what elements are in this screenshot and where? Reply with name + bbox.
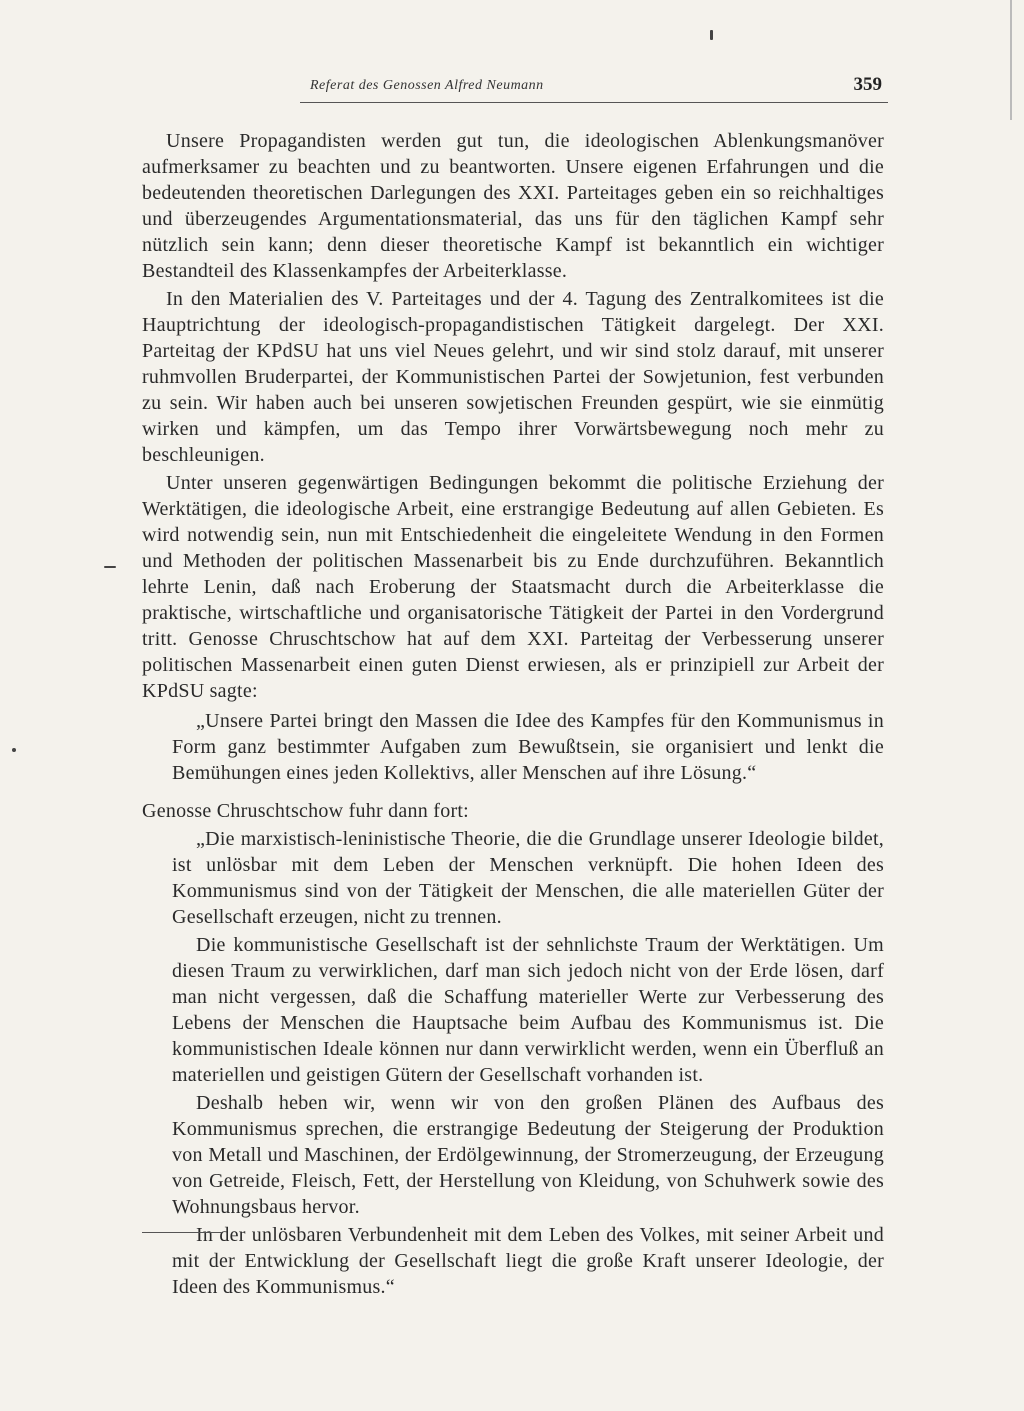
quote-paragraph: Die kommunistische Gesellschaft ist der sehnlichste Traum der Werktätigen. Um diesen Traum zu verwirklichen, darf man sich jedoch nicht von der Erde lösen, darf man nicht vergessen, daß die Schaffung materieller Werte zur Verbesserung des Lebens der Menschen die Hauptsache beim Aufbau des Kommunismus ist. Die kommunistischen Ideale können nur dann verwirklicht werden, wenn ein Überfluß an materiellen und geistigen Gütern der Gesellschaft vorhanden ist. bbox=[172, 934, 884, 1086]
block-quote bbox=[172, 826, 884, 1300]
quote-paragraph: In der unlösbaren Verbundenheit mit dem Leben des Volkes, mit seiner Arbeit und mit der Entwicklung der Gesellschaft liegt die große Kraft unserer Ideologie, der Ideen des Kommunismus.“ bbox=[172, 1224, 884, 1298]
quote-paragraph: „Unsere Partei bringt den Massen die Idee des Kampfes für den Kommunismus in Form ganz bestimmter Aufgaben zum Bewußtsein, sie organisiert und lenkt die Bemühungen eines jeden Kollektivs, aller Menschen auf ihre Lösung.“ bbox=[172, 710, 884, 784]
body-text bbox=[142, 128, 884, 1300]
footnote-rule bbox=[142, 1232, 222, 1233]
running-header bbox=[300, 74, 888, 103]
paragraph: In den Materialien des V. Parteitages und der 4. Tagung des Zentralkomitees ist die Hauptrichtung der ideologisch-propagandistischen Tätigkeit dargelegt. Der XXI. Parteitag der KPdSU hat uns viel Neues gelehrt, und wir sind stolz darauf, mit unserer ruhmvollen Bruderpartei, der Kommunistischen Partei der Sowjetunion, fest verbunden zu sein. Wir haben auch bei unseren sowjetischen Freunden gespürt, wie sie einmütig wirken und kämpfen, um das Tempo ihrer Vorwärtsbewegung noch mehr zu beschleunigen. bbox=[142, 288, 884, 466]
quote-paragraph: Deshalb heben wir, wenn wir von den großen Plänen des Aufbaus des Kommunismus sprechen, die erstrangige Bedeutung der Steigerung der Produktion von Metall und Maschinen, der Erdölgewinnung, der Stromerzeugung, der Erzeugung von Getreide, Fleisch, Fett, der Herstellung von Kleidung, von Schuhwerk sowie des Wohnungsbaus hervor. bbox=[172, 1092, 884, 1218]
ink-speck bbox=[104, 566, 116, 568]
paragraph: Unter unseren gegenwärtigen Bedingungen bekommt die politische Erziehung der Werktätigen, die ideologische Arbeit, eine erstrangige Bedeutung auf allen Gebieten. Es wird notwendig sein, nun mit Entschiedenheit die eingeleitete Wendung in den Formen und Methoden der politischen Massenarbeit bis zu Ende durchzuführen. Bekanntlich lehrte Lenin, daß nach Eroberung der Staatsmacht durch die Arbeiterklasse die praktische, wirtschaftliche und organisatorische Tätigkeit der Partei in den Vordergrund tritt. Genosse Chruschtschow hat auf dem XXI. Parteitag der Verbesserung unserer politischen Massenarbeit einen guten Dienst erwiesen, als er prinzipiell zur Arbeit der KPdSU sagte: bbox=[142, 472, 884, 702]
lead-in: Genosse Chruschtschow fuhr dann fort: bbox=[142, 800, 469, 822]
paragraph: Unsere Propagandisten werden gut tun, die ideologischen Ablenkungsmanöver aufmerksamer zu beachten und zu beantworten. Unsere eigenen Erfahrungen und die bedeutenden theoretischen Darlegungen des XXI. Parteitages geben ein so reichhaltiges und überzeugendes Argumentationsmaterial, das uns für den täglichen Kampf sehr nützlich sein kann; denn dieser theoretische Kampf ist bekanntlich ein wichtiger Bestandteil des Klassenkampfes der Arbeiterklasse. bbox=[142, 130, 884, 282]
quote-paragraph: „Die marxistisch-leninistische Theorie, die die Grundlage unserer Ideologie bildet, ist unlösbar mit dem Leben der Menschen verknüpft. Die hohen Ideen des Kommunismus sind von der Tätigkeit der Menschen, die alle materiellen Güter der Gesellschaft erzeugen, nicht zu trennen. bbox=[172, 828, 884, 928]
ink-speck bbox=[12, 748, 16, 752]
page-number: 359 bbox=[853, 74, 882, 95]
ink-speck bbox=[710, 30, 713, 40]
block-quote bbox=[172, 708, 884, 786]
running-title: Referat des Genossen Alfred Neumann bbox=[310, 78, 544, 93]
page-edge-mark bbox=[1010, 0, 1012, 120]
